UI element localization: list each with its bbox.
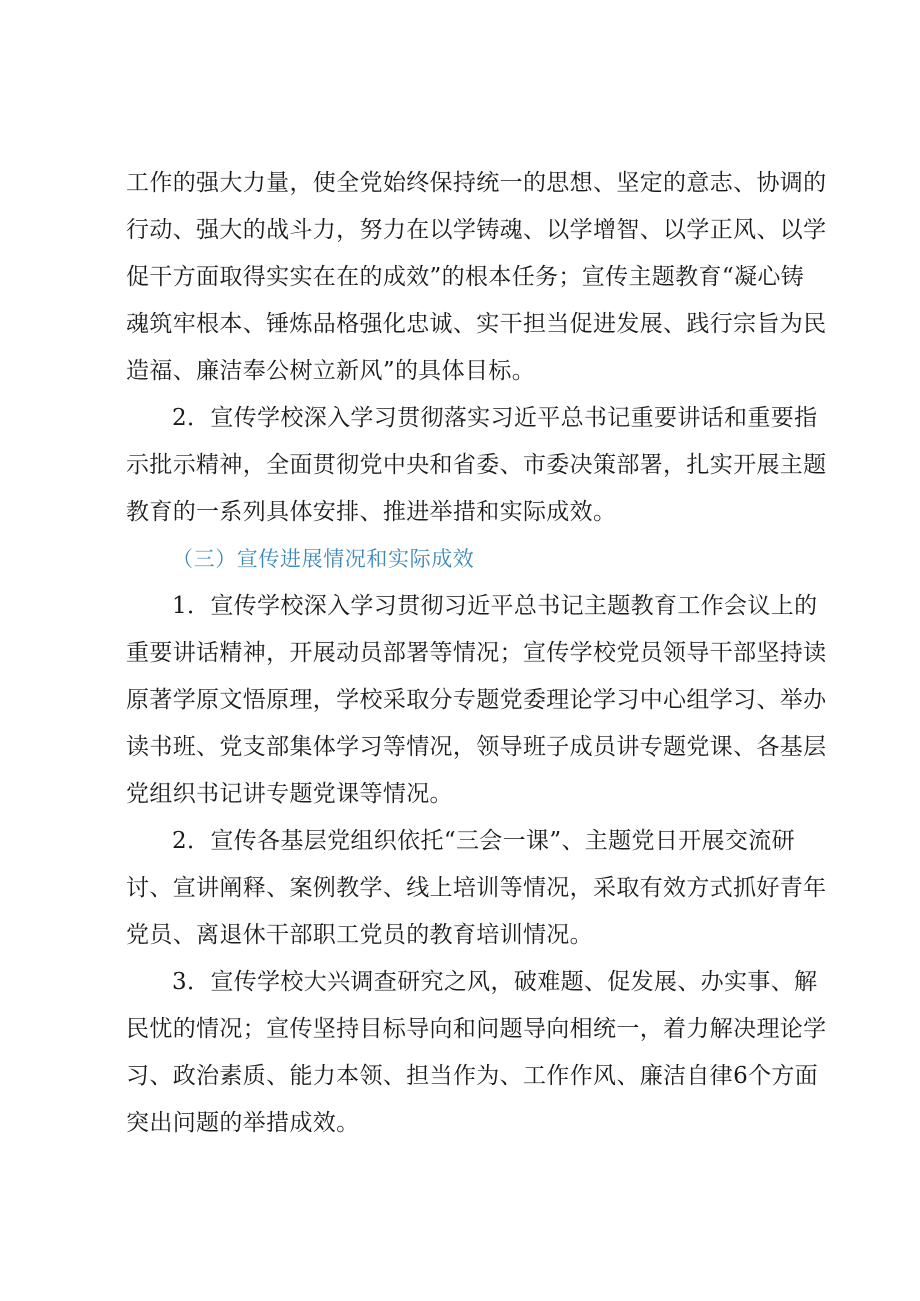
- text-line: 原著学原文悟原理，学校采取分专题党委理论学习中心组学习、举办: [126, 687, 827, 713]
- text-line: 重要讲话精神，开展动员部署等情况；宣传学校党员领导干部坚持读: [126, 640, 827, 666]
- document-page: [126, 160, 826, 1147]
- text-line: 促干方面取得实实在在的成效”的根本任务；宣传主题教育“凝心铸: [126, 264, 805, 290]
- text-line: 突出问题的举措成效。: [126, 1110, 360, 1136]
- text-line: 行动、强大的战斗力，努力在以学铸魂、以学增智、以学正风、以学: [126, 217, 827, 243]
- text-line: 读书班、党支部集体学习等情况，领导班子成员讲专题党课、各基层: [126, 734, 827, 760]
- text-line: 讨、宣讲阐释、案例教学、线上培训等情况，采取有效方式抓好青年: [126, 875, 827, 901]
- paragraph-5: [126, 959, 826, 1147]
- text-line: 民忧的情况；宣传坚持目标导向和问题导向相统一，着力解决理论学: [126, 1016, 827, 1042]
- text-line: 党员、离退休干部职工党员的教育培训情况。: [126, 922, 593, 948]
- paragraph-3: [126, 583, 826, 818]
- text-line: 3．宣传学校大兴调查研究之风，破难题、促发展、办实事、解: [172, 969, 818, 995]
- text-line: 1．宣传学校深入学习贯彻习近平总书记主题教育工作会议上的: [172, 593, 818, 619]
- section-heading: （三）宣传进展情况和实际成效: [172, 547, 475, 571]
- text-line: 2．宣传学校深入学习贯彻落实习近平总书记重要讲话和重要指: [172, 405, 818, 431]
- paragraph-4: [126, 818, 826, 959]
- text-line: 习、政治素质、能力本领、担当作为、工作作风、廉洁自律6个方面: [126, 1063, 819, 1089]
- text-line: 工作的强大力量，使全党始终保持统一的思想、坚定的意志、协调的: [126, 170, 827, 196]
- paragraph-1: [126, 160, 826, 395]
- text-line: 党组织书记讲专题党课等情况。: [126, 781, 453, 807]
- text-line: 魂筑牢根本、锤炼品格强化忠诚、实干担当促进发展、践行宗旨为民: [126, 311, 827, 337]
- paragraph-2: [126, 395, 826, 536]
- text-line: 教育的一系列具体安排、推进举措和实际成效。: [126, 499, 617, 525]
- text-line: 造福、廉洁奉公树立新风”的具体目标。: [126, 358, 536, 384]
- text-line: 2．宣传各基层党组织依托“三会一课”、主题党日开展交流研: [172, 828, 795, 854]
- text-line: 示批示精神，全面贯彻党中央和省委、市委决策部署，扎实开展主题: [126, 452, 827, 478]
